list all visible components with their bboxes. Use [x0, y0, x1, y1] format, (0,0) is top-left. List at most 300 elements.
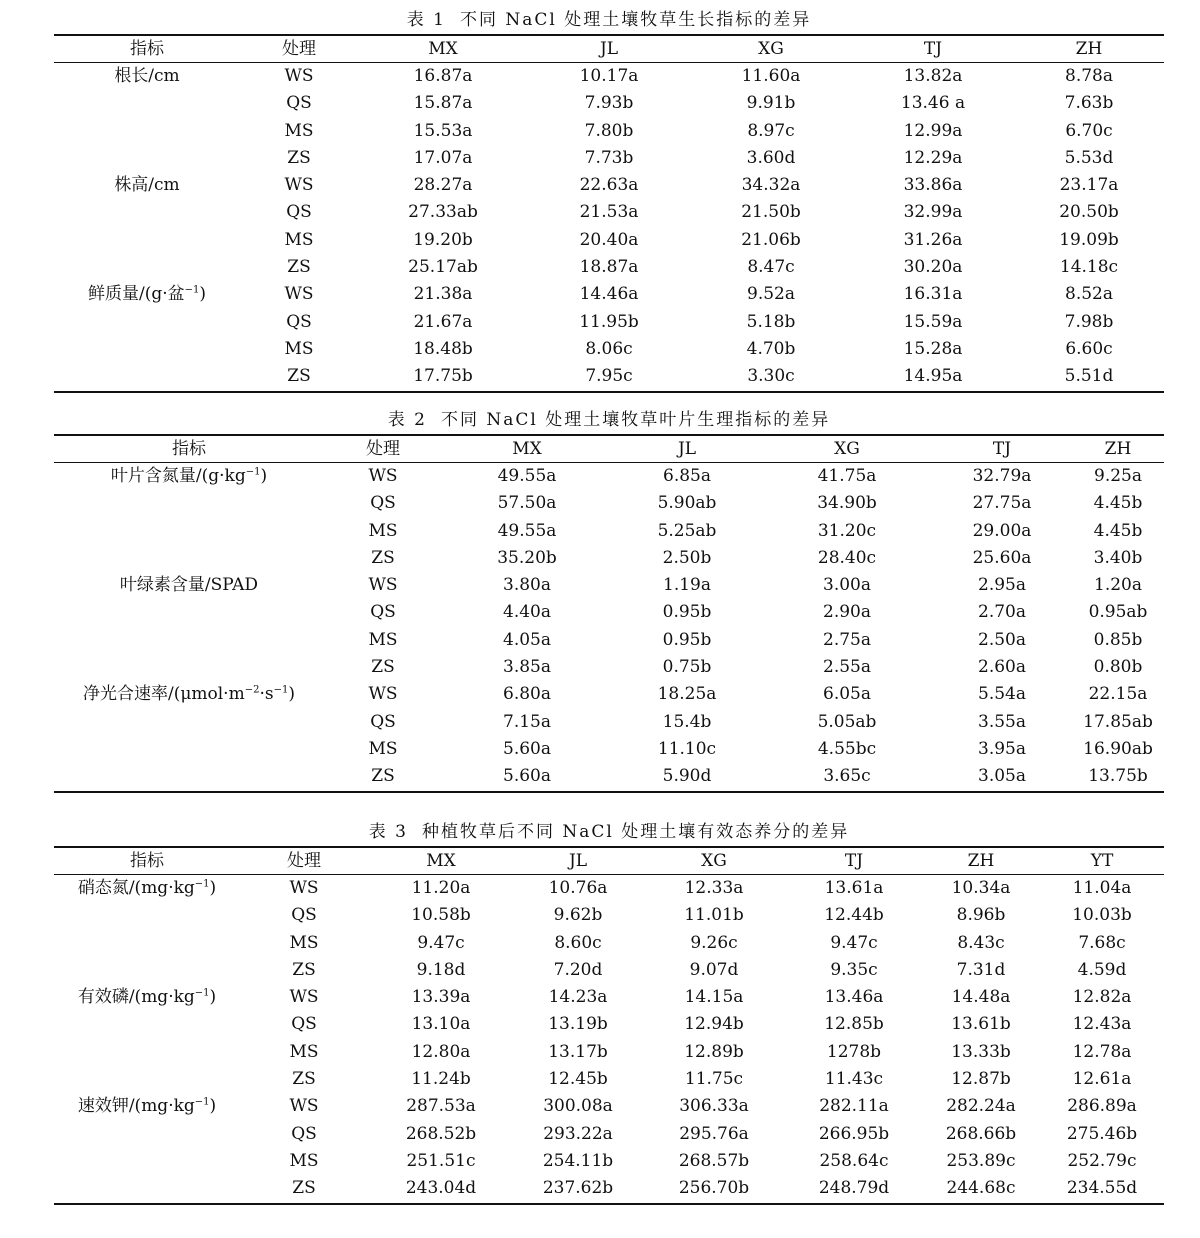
table-row — [54, 363, 1164, 390]
value-cell: 2.90a — [823, 602, 871, 623]
value-cell: 234.55d — [1066, 1178, 1138, 1199]
indicator-cell — [54, 654, 324, 681]
value-cell: 295.76a — [679, 1123, 749, 1144]
value-cell: 7.31d — [956, 959, 1006, 980]
value-cell: 9.52a — [747, 284, 795, 305]
treatment-cell: MS — [289, 1150, 319, 1171]
value-cell: 286.89a — [1067, 1096, 1137, 1117]
value-cell: 3.00a — [823, 575, 871, 596]
treatment-cell: QS — [291, 905, 317, 926]
header-cell: 指标 — [172, 439, 206, 459]
value-cell: 268.57b — [678, 1150, 750, 1171]
indicator-cell — [54, 90, 240, 117]
indicator-unit-exponent: −1 — [273, 684, 289, 696]
table-row — [54, 709, 1164, 736]
value-cell: 10.17a — [579, 66, 639, 86]
table-row — [54, 545, 1164, 572]
table-row — [54, 930, 1164, 957]
indicator-cell — [54, 145, 240, 172]
indicator-cell — [54, 984, 240, 1011]
header-row — [54, 36, 1164, 62]
treatment-cell: WS — [368, 684, 398, 705]
indicator-cell — [54, 709, 324, 736]
value-cell: 10.76a — [548, 878, 608, 898]
value-cell: 0.85b — [1093, 629, 1143, 650]
indicator-label: 鲜质量/(g·盆 — [87, 284, 185, 305]
treatment-cell: MS — [368, 629, 398, 650]
value-cell: 8.78a — [1065, 66, 1113, 86]
header-cell: JL — [677, 439, 697, 459]
value-cell: 1278b — [826, 1041, 882, 1062]
value-cell: 14.23a — [548, 987, 608, 1008]
value-cell: 12.85b — [824, 1014, 884, 1035]
treatment-cell: ZS — [292, 959, 316, 980]
value-cell: 6.70c — [1065, 120, 1113, 141]
value-cell: 5.25ab — [657, 520, 717, 541]
value-cell: 252.79c — [1067, 1150, 1137, 1171]
value-cell: 10.58b — [411, 905, 471, 926]
value-cell: 3.55a — [978, 711, 1026, 732]
value-cell: 1.20a — [1094, 575, 1142, 596]
value-cell: 3.85a — [503, 657, 551, 678]
value-cell: 8.96b — [956, 905, 1006, 926]
indicator-cell — [54, 902, 240, 929]
header-cell: TJ — [844, 851, 864, 871]
table-row — [54, 763, 1164, 790]
indicator-unit-close: ) — [209, 1096, 217, 1117]
value-cell: 27.33ab — [408, 202, 478, 223]
value-cell: 14.18c — [1059, 257, 1119, 278]
table-row — [54, 1148, 1164, 1175]
value-cell: 3.30c — [747, 366, 795, 387]
table-row — [54, 90, 1164, 117]
treatment-cell: QS — [286, 93, 312, 114]
indicator-unit-exponent: −1 — [184, 284, 200, 296]
value-cell: 2.75a — [823, 629, 871, 650]
value-cell: 4.40a — [503, 602, 551, 623]
indicator-cell — [54, 875, 240, 902]
value-cell: 293.22a — [543, 1123, 613, 1144]
indicator-unit-exponent: −1 — [194, 878, 210, 890]
table-row — [54, 490, 1164, 517]
table-row — [54, 984, 1164, 1011]
indicator-unit-close: ) — [199, 284, 207, 305]
treatment-cell: MS — [284, 338, 314, 359]
indicator-cell — [54, 736, 324, 763]
table-row — [54, 1039, 1164, 1066]
value-cell: 282.24a — [946, 1096, 1016, 1117]
value-cell: 282.11a — [819, 1096, 889, 1117]
value-cell: 258.64c — [819, 1150, 889, 1171]
table-row — [54, 627, 1164, 654]
value-cell: 22.15a — [1088, 684, 1148, 705]
header-cell: 指标 — [130, 851, 164, 871]
value-cell: 251.51c — [406, 1150, 476, 1171]
treatment-cell: ZS — [292, 1069, 316, 1090]
value-cell: 5.51d — [1064, 366, 1114, 387]
bottom-rule — [54, 391, 1164, 393]
table-row — [54, 118, 1164, 145]
indicator-cell — [54, 627, 324, 654]
table-1 — [54, 6, 1164, 393]
header-cell: ZH — [967, 851, 995, 871]
value-cell: 11.60a — [741, 66, 801, 86]
table-row — [54, 654, 1164, 681]
value-cell: 5.53d — [1064, 147, 1114, 168]
value-cell: 2.55a — [823, 657, 871, 678]
value-cell: 9.35c — [830, 959, 878, 980]
value-cell: 7.63b — [1064, 93, 1114, 114]
table-row — [54, 336, 1164, 363]
value-cell: 11.43c — [824, 1069, 884, 1090]
table-row — [54, 957, 1164, 984]
value-cell: 34.90b — [817, 493, 877, 514]
table-3 — [54, 818, 1164, 1205]
indicator-cell — [54, 254, 240, 281]
value-cell: 11.04a — [1072, 878, 1132, 898]
indicator-label: 有效磷/(mg·kg — [77, 987, 195, 1008]
indicator-cell — [54, 363, 240, 390]
indicator-cell — [54, 309, 240, 336]
table-row — [54, 1066, 1164, 1093]
value-cell: 11.10c — [657, 738, 717, 759]
value-cell: 16.90ab — [1083, 738, 1153, 759]
value-cell: 5.90ab — [657, 493, 717, 514]
value-cell: 3.40b — [1093, 547, 1143, 568]
value-cell: 6.05a — [823, 684, 871, 705]
value-cell: 13.61a — [824, 878, 884, 898]
value-cell: 21.50b — [741, 202, 801, 223]
value-cell: 2.50b — [662, 547, 712, 568]
indicator-label: 根长/cm — [114, 66, 180, 86]
value-cell: 12.87b — [951, 1069, 1011, 1090]
value-cell: 25.60a — [972, 547, 1032, 568]
value-cell: 306.33a — [679, 1096, 749, 1117]
table-row — [54, 254, 1164, 281]
value-cell: 4.55bc — [817, 738, 877, 759]
indicator-cell — [54, 681, 324, 708]
value-cell: 254.11b — [542, 1150, 614, 1171]
table-2 — [54, 406, 1164, 793]
indicator-cell — [54, 545, 324, 572]
value-cell: 21.06b — [741, 229, 801, 250]
table-row — [54, 1093, 1164, 1120]
value-cell: 13.46 a — [900, 93, 966, 114]
indicator-cell — [54, 763, 324, 790]
indicator-cell — [54, 281, 240, 308]
indicator-cell — [54, 1175, 240, 1202]
value-cell: 18.25a — [657, 684, 717, 705]
value-cell: 13.39a — [411, 987, 471, 1008]
treatment-cell: MS — [289, 1041, 319, 1062]
value-cell: 0.95b — [662, 629, 712, 650]
indicator-label: 叶绿素含量/SPAD — [119, 575, 259, 596]
value-cell: 12.80a — [411, 1041, 471, 1062]
value-cell: 34.32a — [741, 175, 801, 196]
value-cell: 9.25a — [1094, 466, 1142, 486]
value-cell: 266.95b — [818, 1123, 890, 1144]
value-cell: 12.33a — [684, 878, 744, 898]
table-caption — [54, 406, 1164, 434]
value-cell: 0.95ab — [1088, 602, 1148, 623]
value-cell: 7.73b — [584, 147, 634, 168]
treatment-cell: ZS — [371, 657, 395, 678]
value-cell: 17.75b — [413, 366, 473, 387]
value-cell: 15.28a — [903, 338, 963, 359]
indicator-unit-exponent: −1 — [245, 466, 261, 478]
header-cell: JL — [599, 39, 619, 59]
value-cell: 2.50a — [978, 629, 1026, 650]
table-row — [54, 681, 1164, 708]
treatment-cell: QS — [286, 311, 312, 332]
table-row — [54, 875, 1164, 902]
treatment-cell: ZS — [287, 257, 311, 278]
value-cell: 3.80a — [503, 575, 551, 596]
value-cell: 9.47c — [417, 932, 465, 953]
header-cell: YT — [1090, 851, 1114, 871]
header-cell: XG — [834, 439, 860, 459]
value-cell: 268.66b — [945, 1123, 1017, 1144]
treatment-cell: QS — [291, 1014, 317, 1035]
indicator-cell — [54, 199, 240, 226]
value-cell: 9.47c — [830, 932, 878, 953]
indicator-cell — [54, 118, 240, 145]
value-cell: 19.09b — [1059, 229, 1119, 250]
header-cell: MX — [512, 439, 542, 459]
value-cell: 13.19b — [548, 1014, 608, 1035]
value-cell: 30.20a — [903, 257, 963, 278]
table-row — [54, 199, 1164, 226]
value-cell: 1.19a — [663, 575, 711, 596]
indicator-label: 株高/cm — [114, 175, 180, 196]
value-cell: 21.53a — [579, 202, 639, 223]
indicator-cell — [54, 1011, 240, 1038]
value-cell: 8.06c — [585, 338, 633, 359]
value-cell: 9.62b — [553, 905, 603, 926]
value-cell: 8.43c — [957, 932, 1005, 953]
indicator-cell — [54, 1066, 240, 1093]
value-cell: 275.46b — [1066, 1123, 1138, 1144]
table-row — [54, 572, 1164, 599]
treatment-cell: MS — [368, 520, 398, 541]
value-cell: 7.95c — [585, 366, 633, 387]
indicator-unit-exponent: −1 — [194, 987, 210, 999]
header-cell: 处理 — [282, 39, 316, 59]
table-row — [54, 63, 1164, 90]
value-cell: 10.34a — [951, 878, 1011, 898]
value-cell: 29.00a — [972, 520, 1032, 541]
value-cell: 12.78a — [1072, 1041, 1132, 1062]
value-cell: 14.15a — [684, 987, 744, 1008]
table-caption — [54, 6, 1164, 34]
value-cell: 5.90d — [662, 766, 712, 787]
value-cell: 8.97c — [747, 120, 795, 141]
indicator-cell — [54, 490, 324, 517]
header-cell: XG — [758, 39, 784, 59]
value-cell: 7.80b — [584, 120, 634, 141]
value-cell: 8.52a — [1065, 284, 1113, 305]
value-cell: 16.31a — [903, 284, 963, 305]
indicator-unit-close: ) — [260, 466, 268, 486]
indicator-label: 硝态氮/(mg·kg — [77, 878, 195, 898]
value-cell: 300.08a — [543, 1096, 613, 1117]
header-cell: ZH — [1075, 39, 1103, 59]
header-cell: JL — [568, 851, 588, 871]
value-cell: 5.18b — [746, 311, 796, 332]
value-cell: 6.80a — [503, 684, 551, 705]
header-cell: ZH — [1104, 439, 1132, 459]
table-row — [54, 1175, 1164, 1202]
treatment-cell: ZS — [287, 366, 311, 387]
value-cell: 287.53a — [406, 1096, 476, 1117]
value-cell: 244.68c — [946, 1178, 1016, 1199]
indicator-unit-exponent: −1 — [194, 1096, 210, 1108]
value-cell: 6.60c — [1065, 338, 1113, 359]
indicator-cell — [54, 1148, 240, 1175]
value-cell: 28.40c — [817, 547, 877, 568]
table-row — [54, 518, 1164, 545]
treatment-cell: MS — [289, 932, 319, 953]
value-cell: 7.68c — [1078, 932, 1126, 953]
value-cell: 248.79d — [818, 1178, 890, 1199]
value-cell: 13.17b — [548, 1041, 608, 1062]
value-cell: 4.45b — [1093, 493, 1143, 514]
value-cell: 17.07a — [413, 147, 473, 168]
value-cell: 5.05ab — [817, 711, 877, 732]
value-cell: 13.75b — [1088, 766, 1148, 787]
value-cell: 11.75c — [684, 1069, 744, 1090]
value-cell: 3.65c — [823, 766, 871, 787]
value-cell: 11.20a — [411, 878, 471, 898]
table-caption — [54, 818, 1164, 846]
value-cell: 32.79a — [972, 466, 1032, 486]
treatment-cell: QS — [286, 202, 312, 223]
table-row — [54, 309, 1164, 336]
table-caption-text: 不同 NaCl 处理土壤牧草生长指标的差异 — [459, 10, 812, 30]
value-cell: 13.46a — [824, 987, 884, 1008]
indicator-unit-close: ) — [209, 878, 217, 898]
header-row — [54, 848, 1164, 874]
value-cell: 7.93b — [584, 93, 634, 114]
indicator-cell — [54, 572, 324, 599]
header-row — [54, 436, 1164, 462]
value-cell: 256.70b — [678, 1178, 750, 1199]
bottom-rule — [54, 791, 1164, 793]
value-cell: 15.87a — [413, 93, 473, 114]
value-cell: 10.03b — [1072, 905, 1132, 926]
header-cell: MX — [426, 851, 456, 871]
header-cell: 处理 — [366, 439, 400, 459]
table-row — [54, 227, 1164, 254]
treatment-cell: ZS — [371, 547, 395, 568]
treatment-cell: WS — [368, 466, 398, 486]
value-cell: 253.89c — [946, 1150, 1016, 1171]
value-cell: 11.95b — [579, 311, 639, 332]
value-cell: 49.55a — [497, 520, 557, 541]
value-cell: 243.04d — [405, 1178, 477, 1199]
header-cell: 处理 — [287, 851, 321, 871]
value-cell: 18.87a — [579, 257, 639, 278]
header-cell: TJ — [992, 439, 1012, 459]
bottom-rule — [54, 1203, 1164, 1205]
value-cell: 16.87a — [413, 66, 473, 86]
treatment-cell: MS — [284, 229, 314, 250]
value-cell: 2.70a — [978, 602, 1026, 623]
value-cell: 7.15a — [503, 711, 551, 732]
value-cell: 11.24b — [411, 1069, 471, 1090]
value-cell: 35.20b — [497, 547, 557, 568]
value-cell: 2.60a — [978, 657, 1026, 678]
value-cell: 4.45b — [1093, 520, 1143, 541]
table-row — [54, 281, 1164, 308]
value-cell: 31.20c — [817, 520, 877, 541]
value-cell: 12.99a — [903, 120, 963, 141]
value-cell: 5.60a — [503, 766, 551, 787]
treatment-cell: MS — [284, 120, 314, 141]
indicator-cell — [54, 1039, 240, 1066]
value-cell: 27.75a — [972, 493, 1032, 514]
treatment-cell: WS — [284, 175, 314, 196]
value-cell: 31.26a — [903, 229, 963, 250]
value-cell: 57.50a — [497, 493, 557, 514]
indicator-cell — [54, 63, 240, 90]
treatment-cell: WS — [289, 987, 319, 1008]
treatment-cell: QS — [370, 493, 396, 514]
value-cell: 7.20d — [553, 959, 603, 980]
value-cell: 15.53a — [413, 120, 473, 141]
value-cell: 9.07d — [689, 959, 739, 980]
table-row — [54, 1121, 1164, 1148]
value-cell: 3.95a — [978, 738, 1026, 759]
value-cell: 33.86a — [903, 175, 963, 196]
indicator-label: 叶片含氮量/(g·kg — [110, 466, 246, 486]
indicator-unit-close: ) — [209, 987, 217, 1008]
value-cell: 13.82a — [903, 66, 963, 86]
indicator-cell — [54, 1093, 240, 1120]
table-row — [54, 145, 1164, 172]
value-cell: 32.99a — [903, 202, 963, 223]
value-cell: 0.95b — [662, 602, 712, 623]
value-cell: 13.10a — [411, 1014, 471, 1035]
value-cell: 12.45b — [548, 1069, 608, 1090]
table-caption-number: 表 1 — [406, 10, 446, 30]
value-cell: 0.75b — [662, 657, 712, 678]
treatment-cell: WS — [289, 878, 319, 898]
treatment-cell: ZS — [371, 766, 395, 787]
treatment-cell: WS — [289, 1096, 319, 1117]
value-cell: 15.4b — [662, 711, 712, 732]
value-cell: 5.60a — [503, 738, 551, 759]
indicator-cell — [54, 957, 240, 984]
value-cell: 2.95a — [978, 575, 1026, 596]
value-cell: 4.59d — [1077, 959, 1127, 980]
table-caption-text: 不同 NaCl 处理土壤牧草叶片生理指标的差异 — [440, 410, 831, 430]
header-cell: XG — [701, 851, 727, 871]
header-cell: MX — [428, 39, 458, 59]
treatment-cell: WS — [284, 284, 314, 305]
value-cell: 14.95a — [903, 366, 963, 387]
table-caption-number: 表 2 — [387, 410, 427, 430]
value-cell: 7.98b — [1064, 311, 1114, 332]
value-cell: 17.85ab — [1083, 711, 1153, 732]
value-cell: 20.40a — [579, 229, 639, 250]
value-cell: 12.89b — [684, 1041, 744, 1062]
indicator-cell — [54, 336, 240, 363]
treatment-cell: QS — [370, 602, 396, 623]
indicator-cell — [54, 930, 240, 957]
header-cell: 指标 — [130, 39, 164, 59]
value-cell: 14.46a — [579, 284, 639, 305]
